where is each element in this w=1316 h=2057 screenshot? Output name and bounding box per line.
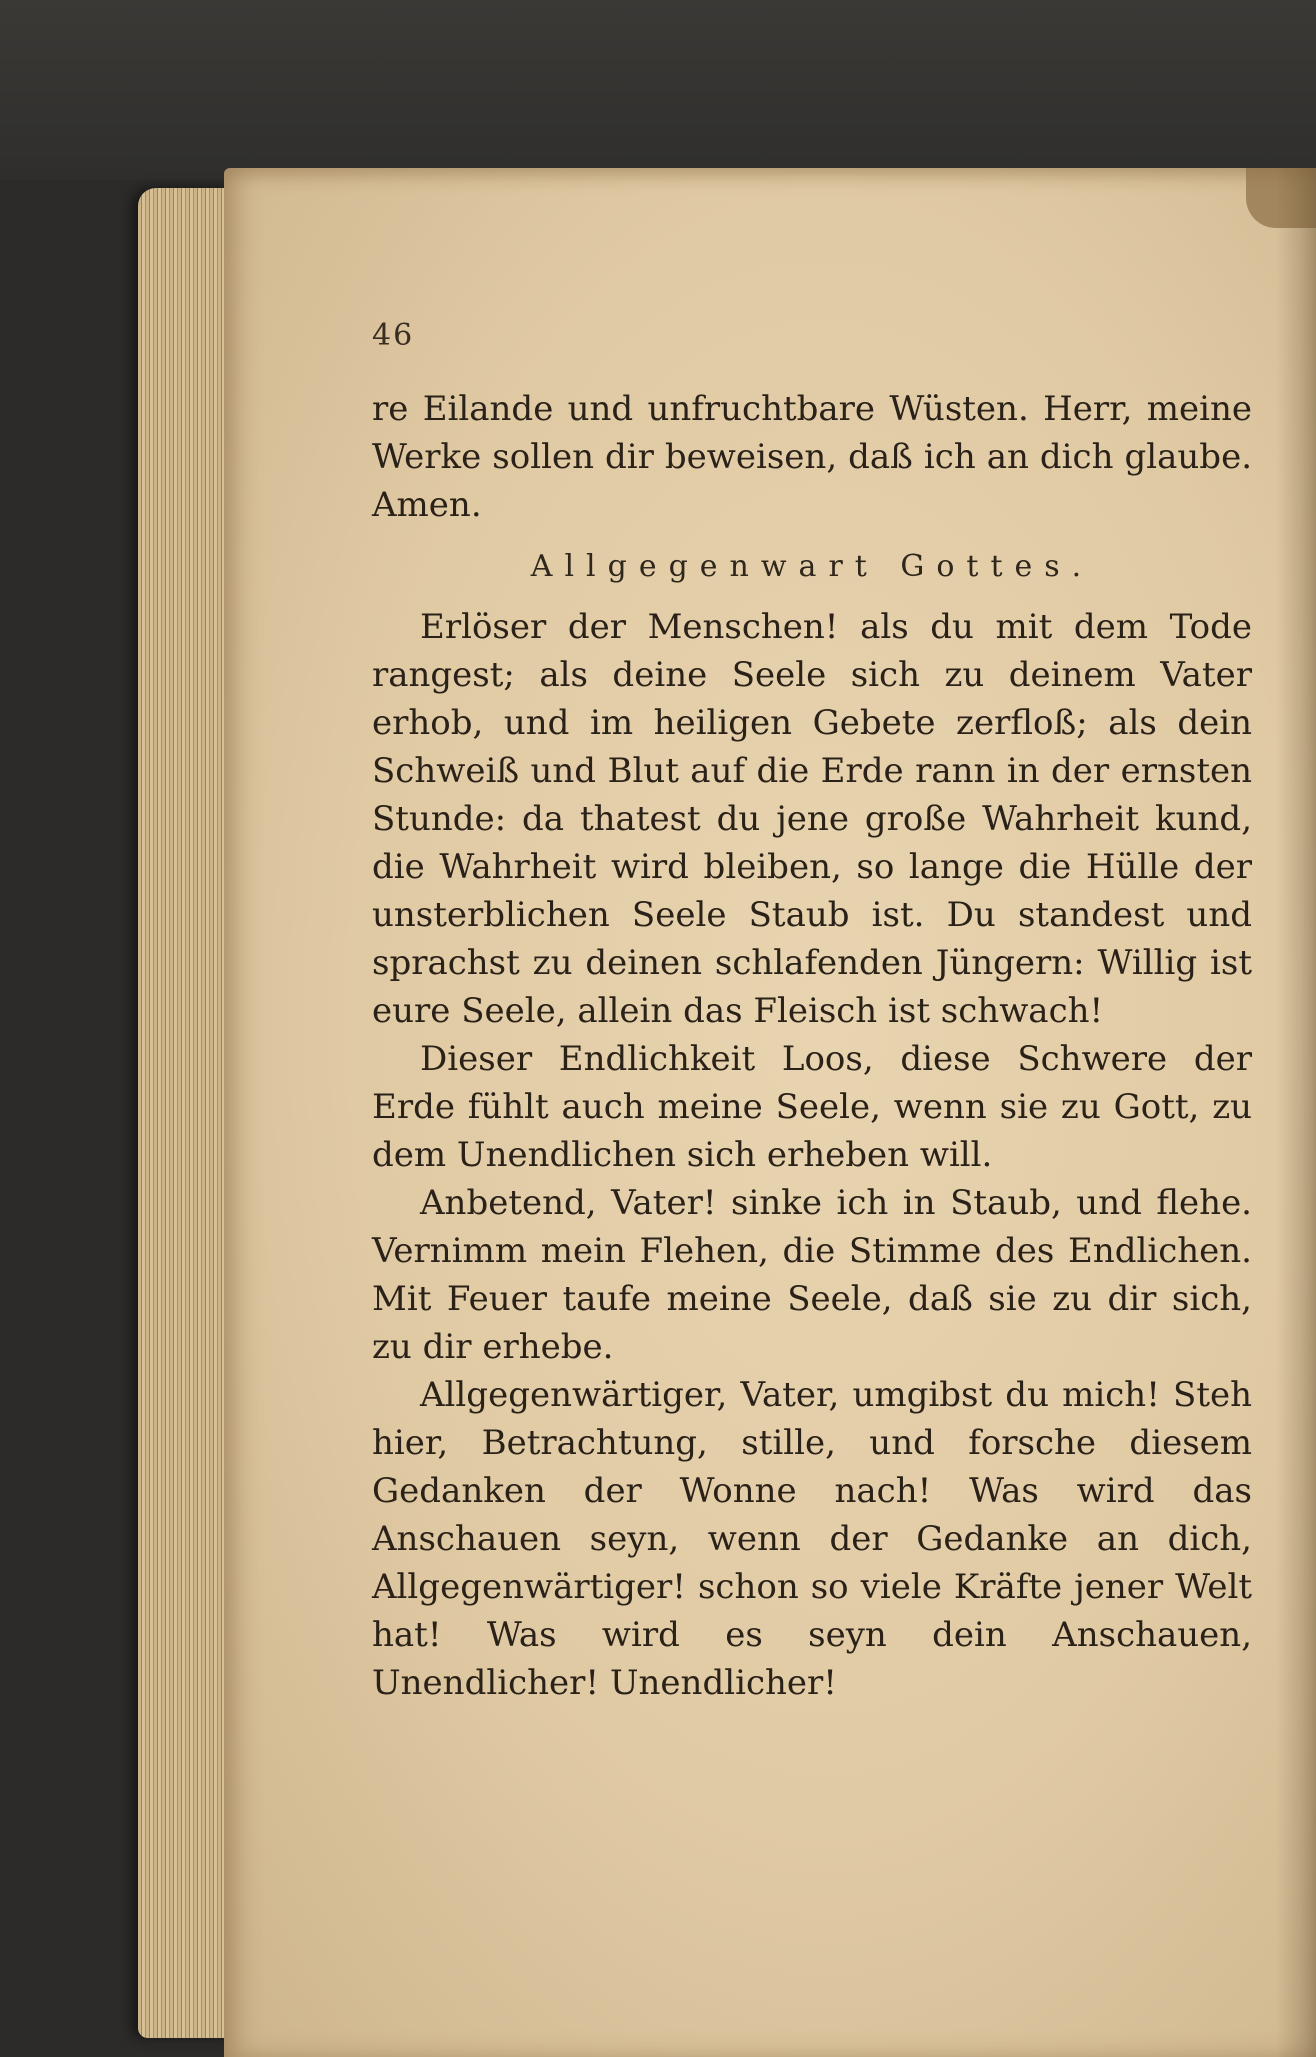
- paragraph-continuation: re Eilande und unfruchtbare Wüsten. Herr, meine Werke sollen dir beweisen, daß ich an dich glaube. Amen.: [372, 389, 1252, 525]
- paragraph: Allgegenwärtiger, Vater, umgibst du mich! Steh hier, Betrachtung, stille, und forsche diesem Gedanken der Wonne nach! Was wird das Anschauen seyn, wenn der Gedanke an dich, Allgegenwärtiger! schon so viele Kräfte jener Welt hat! Was wird es seyn dein Anschauen, Unendlicher! Unendlicher!: [372, 1375, 1252, 1703]
- paragraph: Erlöser der Menschen! als du mit dem Tode rangest; als deine Seele sich zu deinem Vater erhob, und im heiligen Gebete zerfloß; als dein Schweiß und Blut auf die Erde rann in der ernsten Stunde: da thatest du jene große Wahrheit kund, die Wahrheit wird bleiben, so lange die Hülle der unsterblichen Seele Staub ist. Du standest und sprachst zu deinen schlafenden Jüngern: Willig ist eure Seele, allein das Fleisch ist schwach!: [372, 607, 1252, 1031]
- section-heading: Allgegenwart Gottes.: [530, 549, 1094, 584]
- page-text: [372, 385, 1252, 1707]
- page-number: 46: [372, 318, 415, 353]
- paragraph: Dieser Endlichkeit Loos, diese Schwere der Erde fühlt auch meine Seele, wenn sie zu Gott, zu dem Unendlichen sich erheben will.: [372, 1039, 1252, 1175]
- paragraph: Anbetend, Vater! sinke ich in Staub, und flehe. Vernimm mein Flehen, die Stimme des Endlichen. Mit Feuer taufe meine Seele, daß sie zu dir sich, zu dir erhebe.: [372, 1183, 1252, 1367]
- page-stack-edges: [138, 188, 238, 2038]
- spine-fold: [1246, 168, 1316, 228]
- dark-background: [0, 0, 1316, 180]
